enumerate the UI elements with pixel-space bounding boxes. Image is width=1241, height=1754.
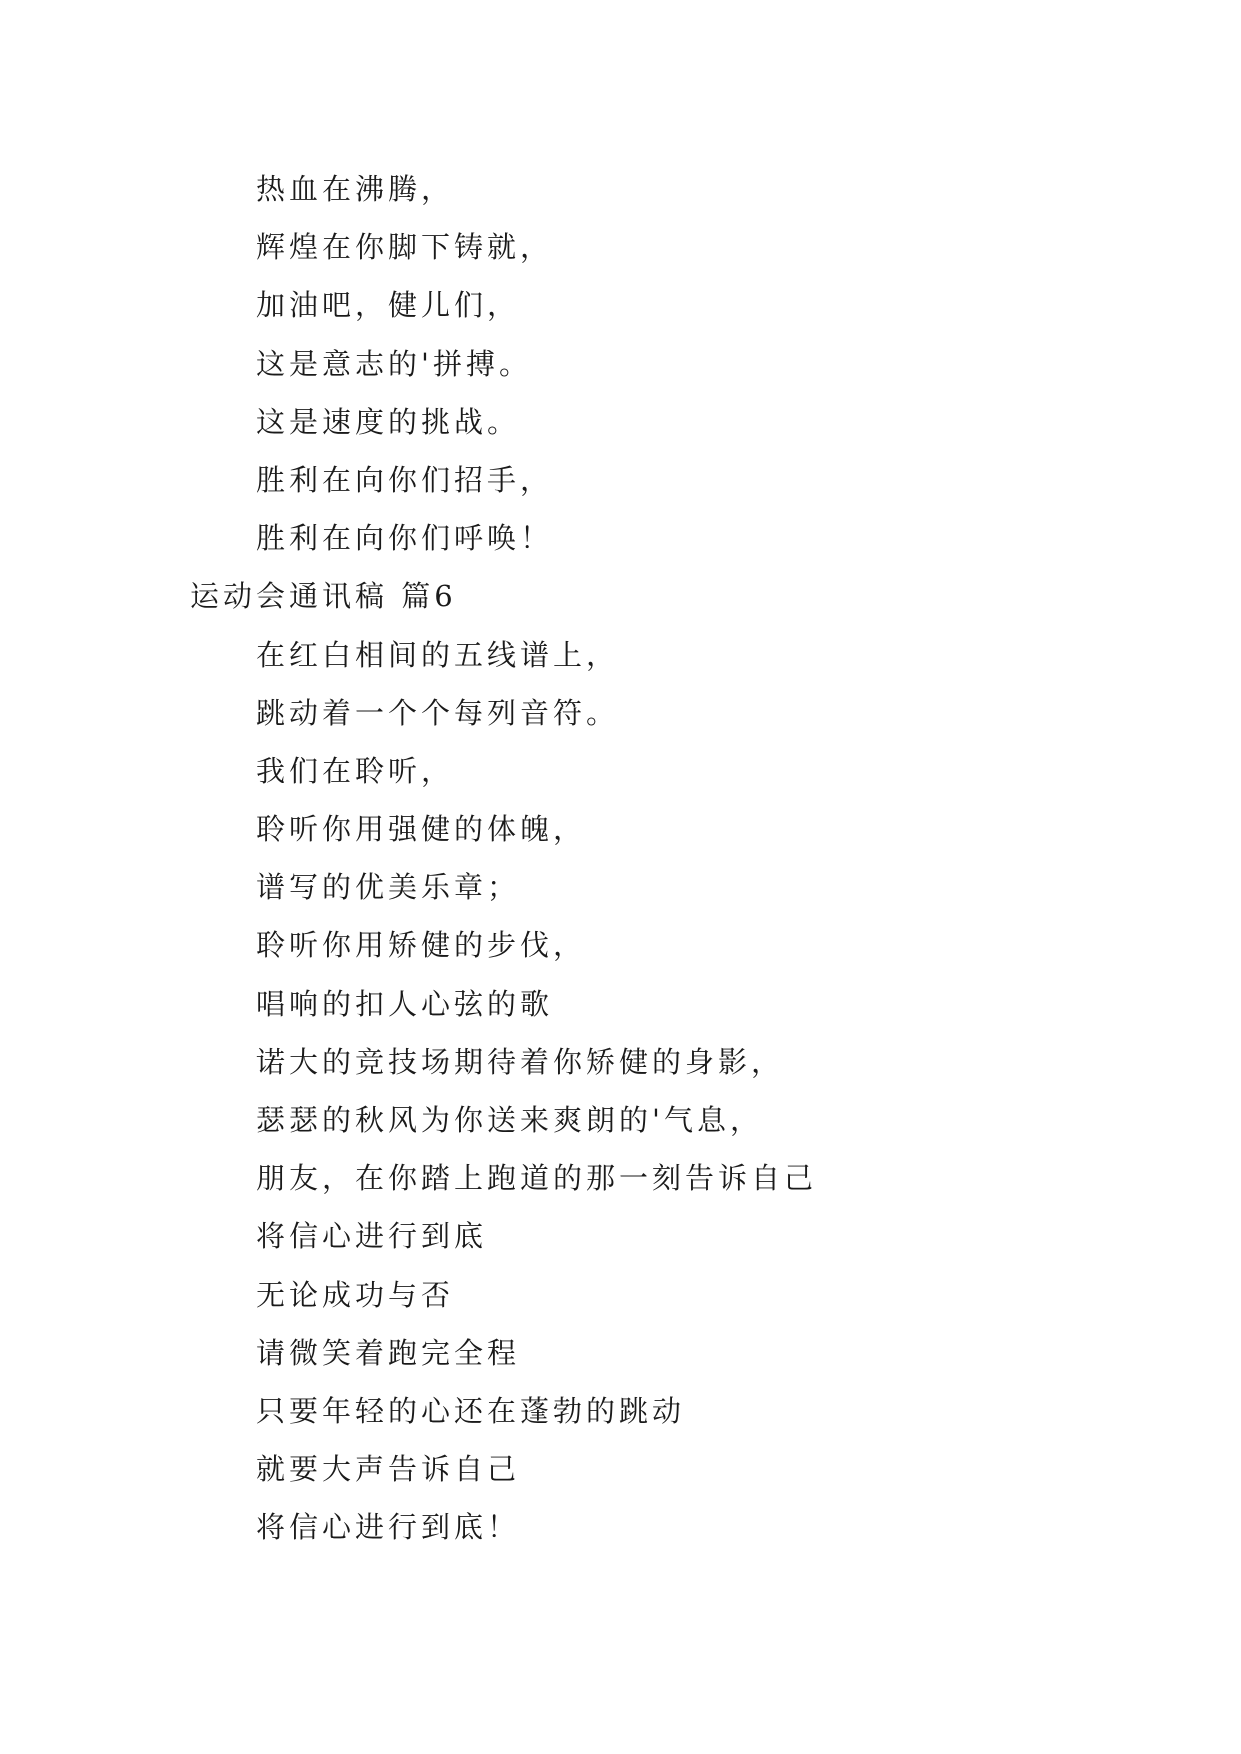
poem-line: 这是意志的'拼搏。 — [256, 346, 532, 381]
poem-line: 辉煌在你脚下铸就， — [256, 230, 554, 265]
poem-line: 无论成功与否 — [256, 1277, 455, 1312]
poem-line: 聆听你用矫健的步伐， — [256, 928, 587, 963]
poem-line: 将信心进行到底！ — [256, 1510, 521, 1545]
poem-line: 胜利在向你们呼唤！ — [256, 521, 554, 556]
poem-line: 诺大的竞技场期待着你矫健的身影， — [256, 1044, 785, 1079]
section-heading: 运动会通讯稿 篇6 — [190, 579, 457, 614]
poem-line: 跳动着一个个每列音符。 — [256, 695, 620, 730]
poem-line: 朋友，在你踏上跑道的那一刻告诉自己 — [256, 1161, 818, 1196]
poem-line: 瑟瑟的秋风为你送来爽朗的'气息， — [256, 1103, 763, 1137]
poem-line: 唱响的扣人心弦的歌 — [256, 986, 554, 1021]
poem-line: 只要年轻的心还在蓬勃的跳动 — [256, 1393, 686, 1428]
poem-line: 这是速度的挑战。 — [256, 404, 521, 439]
document-body — [190, 160, 1090, 1557]
poem-line: 我们在聆听， — [256, 753, 455, 788]
poem-line: 在红白相间的五线谱上， — [256, 637, 620, 672]
poem-line: 聆听你用强健的体魄， — [256, 812, 587, 847]
poem-line: 热血在沸腾， — [256, 172, 455, 206]
poem-line: 加油吧，健儿们， — [256, 288, 521, 323]
poem-line: 将信心进行到底 — [256, 1219, 488, 1254]
poem-line: 就要大声告诉自己 — [256, 1452, 521, 1487]
poem-line: 胜利在向你们招手， — [256, 462, 554, 497]
poem-line: 谱写的优美乐章； — [256, 870, 521, 905]
poem-line: 请微笑着跑完全程 — [256, 1335, 521, 1370]
